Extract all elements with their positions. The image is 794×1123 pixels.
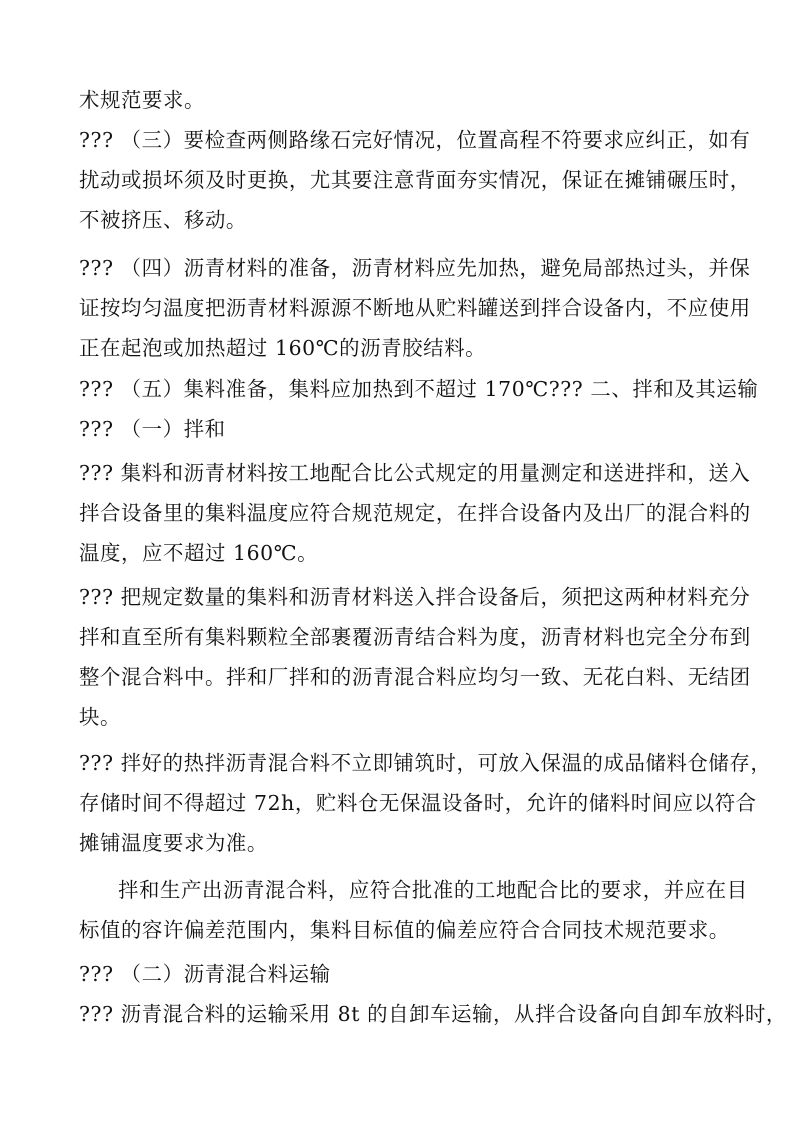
text-line: ??? 把规定数量的集料和沥青材料送入拌合设备后，须把这两种材料充分 — [79, 585, 751, 609]
text-line: ??? 拌好的热拌沥青混合料不立即铺筑时，可放入保温的成品储料仓储存， — [79, 751, 772, 775]
text-line: 拌合设备里的集料温度应符合规范规定，在拌合设备内及出厂的混合料的 — [79, 501, 751, 525]
text-line: 拌和直至所有集料颗粒全部裹覆沥青结合料为度，沥青材料也完全分布到 — [79, 625, 751, 649]
text-line: 温度，应不超过 160℃。 — [79, 541, 319, 565]
text-line: 摊铺温度要求为准。 — [79, 831, 268, 855]
text-line: 存储时间不得超过 72h，贮料仓无保温设备时，允许的储料时间应以符合 — [79, 791, 757, 815]
text-line: 标值的容许偏差范围内，集料目标值的偏差应符合合同技术规范要求。 — [79, 918, 730, 942]
text-line: 术规范要求。 — [79, 88, 205, 112]
text-line: 正在起泡或加热超过 160℃的沥青胶结料。 — [79, 336, 487, 360]
text-line: 块。 — [79, 705, 121, 729]
text-line: ??? （二）沥青混合料运输 — [79, 962, 331, 986]
text-line: ??? （五）集料准备，集料应加热到不超过 170℃??? 二、拌和及其运输 — [79, 377, 759, 401]
text-line: ??? （三）要检查两侧路缘石完好情况，位置高程不符要求应纠正，如有 — [79, 128, 751, 152]
text-line: ??? （一）拌和 — [79, 417, 226, 441]
text-line: 证按均匀温度把沥青材料源源不断地从贮料罐送到拌合设备内，不应使用 — [79, 296, 751, 320]
text-line: ??? 集料和沥青材料按工地配合比公式规定的用量测定和送进拌和，送入 — [79, 461, 751, 485]
text-line: 整个混合料中。拌和厂拌和的沥青混合料应均匀一致、无花白料、无结团 — [79, 665, 751, 689]
text-line: 扰动或损坏须及时更换，尤其要注意背面夯实情况，保证在摊铺碾压时， — [79, 168, 751, 192]
text-line: ??? 沥青混合料的运输采用 8t 的自卸车运输，从拌合设备向自卸车放料时， — [79, 1002, 787, 1026]
text-line: ??? （四）沥青材料的准备，沥青材料应先加热，避免局部热过头，并保 — [79, 256, 751, 280]
text-line: 拌和生产出沥青混合料，应符合批准的工地配合比的要求，并应在目 — [118, 878, 748, 902]
text-line: 不被挤压、移动。 — [79, 208, 247, 232]
